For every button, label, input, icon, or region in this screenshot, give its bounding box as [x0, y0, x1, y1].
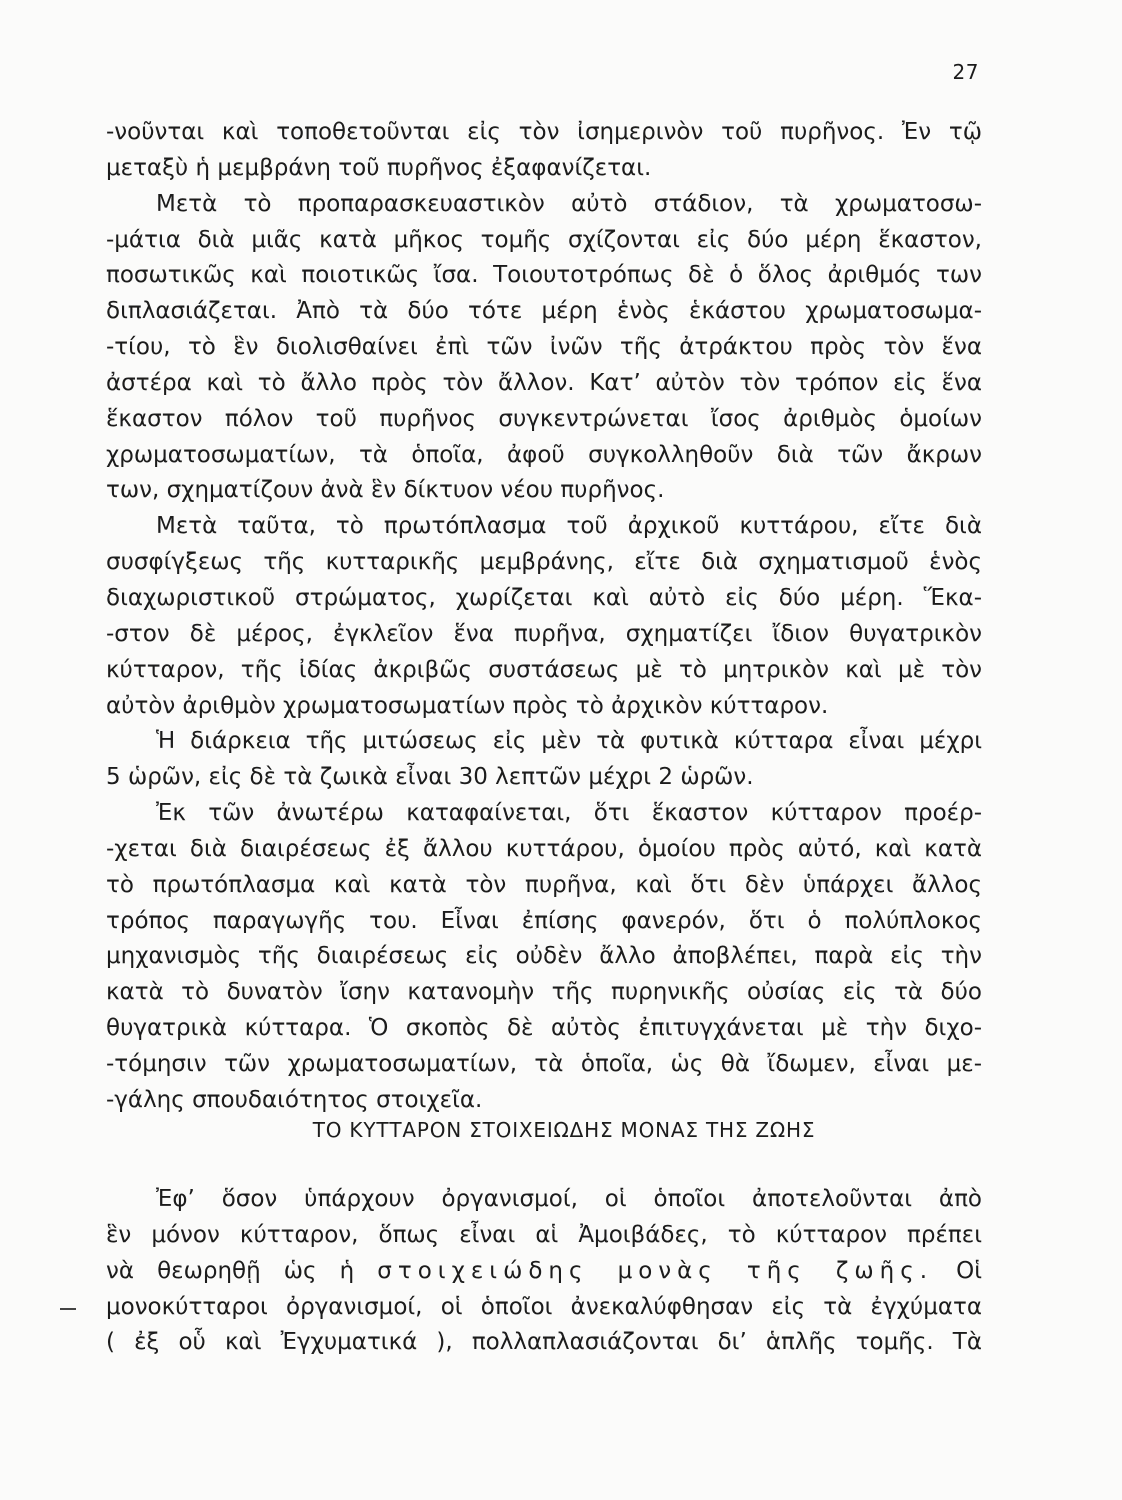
text-line: Ἐκ τῶν ἀνωτέρω καταφαίνεται, ὅτι ἕκαστον κύτταρον προέρ-	[156, 800, 982, 827]
text-line: διαχωριστικοῦ στρώματος, χωρίζεται καὶ αὐτὸ εἰς δύο μέρη. Ἕκα-	[106, 584, 982, 611]
body-text-top	[106, 115, 982, 1119]
text-line: μεταξὺ ἡ μεμβράνη τοῦ πυρῆνος ἐξαφανίζεται.	[106, 154, 652, 181]
text-line: αὐτὸν ἀριθμὸν χρωματοσωματίων πρὸς τὸ ἀρχικὸν κύτταρον.	[106, 692, 829, 719]
text-line: κατὰ τὸ δυνατὸν ἴσην κατανομὴν τῆς πυρηνικῆς οὐσίας εἰς τὰ δύο	[106, 979, 982, 1006]
text-line: -μάτια διὰ μιᾶς κατὰ μῆκος τομῆς σχίζονται εἰς δύο μέρη ἕκαστον,	[106, 226, 982, 253]
text-segment: Οἱ	[956, 1257, 982, 1284]
text-line: ( ἐξ οὗ καὶ Ἐγχυματικά ), πολλαπλασιάζονται δι’ ἁπλῆς τομῆς. Τὰ	[106, 1329, 982, 1356]
text-segment: νὰ θεωρηθῇ ὡς ἡ	[106, 1257, 355, 1284]
text-line: ἀστέρα καὶ τὸ ἄλλο πρὸς τὸν ἄλλον. Κατ’ αὐτὸν τὸν τρόπον εἰς ἕνα	[106, 369, 982, 396]
text-line: ἕκαστον πόλον τοῦ πυρῆνος συγκεντρώνεται ἴσος ἀριθμὸς ὁμοίων	[106, 405, 982, 432]
text-line: τρόπος παραγωγῆς του. Εἶναι ἐπίσης φανερόν, ὅτι ὁ πολύπλοκος	[106, 907, 982, 934]
section-heading: ΤΟ ΚΥΤΤΑΡΟΝ ΣΤΟΙΧΕΙΩΔΗΣ ΜΟΝΑΣ ΤΗΣ ΖΩΗΣ	[312, 1118, 816, 1142]
margin-dash-mark	[60, 1308, 76, 1310]
text-line: μονοκύτταροι ὀργανισμοί, οἱ ὁποῖοι ἀνεκαλύφθησαν εἰς τὰ ἐγχύματα	[106, 1293, 982, 1320]
page-number: 27	[952, 60, 979, 84]
text-line: -νοῦνται καὶ τοποθετοῦνται εἰς τὸν ἰσημερινὸν τοῦ πυρῆνος. Ἐν τῷ	[106, 119, 982, 145]
text-line: 5 ὡρῶν, εἰς δὲ τὰ ζωικὰ εἶναι 30 λεπτῶν μέχρι 2 ὡρῶν.	[106, 764, 754, 791]
spaced-emphasis: στοιχειώδης μονὰς τῆς ζωῆς.	[377, 1257, 934, 1284]
text-line: -τόμησιν τῶν χρωματοσωματίων, τὰ ὁποῖα, ὡς θὰ ἴδωμεν, εἶναι με-	[106, 1050, 982, 1077]
text-line: θυγατρικὰ κύτταρα. Ὁ σκοπὸς δὲ αὐτὸς ἐπιτυγχάνεται μὲ τὴν διχο-	[106, 1015, 982, 1042]
text-line: -γάλης σπουδαιότητος στοιχεῖα.	[106, 1086, 483, 1113]
text-line: -χεται διὰ διαιρέσεως ἐξ ἄλλου κυττάρου, ὁμοίου πρὸς αὐτό, καὶ κατὰ	[106, 835, 982, 862]
text-line: -στον δὲ μέρος, ἐγκλεῖον ἕνα πυρῆνα, σχηματίζει ἴδιον θυγατρικὸν	[106, 620, 982, 647]
text-line: -τίου, τὸ ἓν διολισθαίνει ἐπὶ τῶν ἰνῶν τῆς ἀτράκτου πρὸς τὸν ἕνα	[106, 334, 982, 361]
text-line: διπλασιάζεται. Ἀπὸ τὰ δύο τότε μέρη ἑνὸς ἑκάστου χρωματοσωμα-	[106, 298, 982, 325]
text-line: συσφίγξεως τῆς κυτταρικῆς μεμβράνης, εἴτε διὰ σχηματισμοῦ ἑνὸς	[106, 549, 982, 576]
text-line-emphasis	[106, 1254, 982, 1290]
text-line: ποσωτικῶς καὶ ποιοτικῶς ἴσα. Τοιουτοτρόπως δὲ ὁ ὅλος ἀριθμός των	[106, 262, 982, 289]
text-line: Ἡ διάρκεια τῆς μιτώσεως εἰς μὲν τὰ φυτικὰ κύτταρα εἶναι μέχρι	[156, 728, 982, 755]
body-text-bottom	[106, 1182, 982, 1361]
text-line: Μετὰ τὸ προπαρασκευαστικὸν αὐτὸ στάδιον, τὰ χρωματοσω-	[156, 190, 982, 217]
text-line: τὸ πρωτόπλασμα καὶ κατὰ τὸν πυρῆνα, καὶ ὅτι δὲν ὑπάρχει ἄλλος	[106, 871, 982, 898]
text-line: χρωματοσωματίων, τὰ ὁποῖα, ἀφοῦ συγκολληθοῦν διὰ τῶν ἄκρων	[106, 441, 982, 468]
text-line: ἓν μόνον κύτταρον, ὅπως εἶναι αἱ Ἀμοιβάδες, τὸ κύτταρον πρέπει	[106, 1221, 982, 1248]
text-line: κύτταρον, τῆς ἰδίας ἀκριβῶς συστάσεως μὲ τὸ μητρικὸν καὶ μὲ τὸν	[106, 656, 982, 683]
text-line: των, σχηματίζουν ἀνὰ ἓν δίκτυον νέου πυρῆνος.	[106, 477, 665, 504]
text-line: Μετὰ ταῦτα, τὸ πρωτόπλασμα τοῦ ἀρχικοῦ κυττάρου, εἴτε διὰ	[156, 513, 982, 540]
text-line: Ἐφ’ ὅσον ὑπάρχουν ὀργανισμοί, οἱ ὁποῖοι ἀποτελοῦνται ἀπὸ	[156, 1186, 982, 1212]
text-line: μηχανισμὸς τῆς διαιρέσεως εἰς οὐδὲν ἄλλο ἀποβλέπει, παρὰ εἰς τὴν	[106, 943, 982, 970]
